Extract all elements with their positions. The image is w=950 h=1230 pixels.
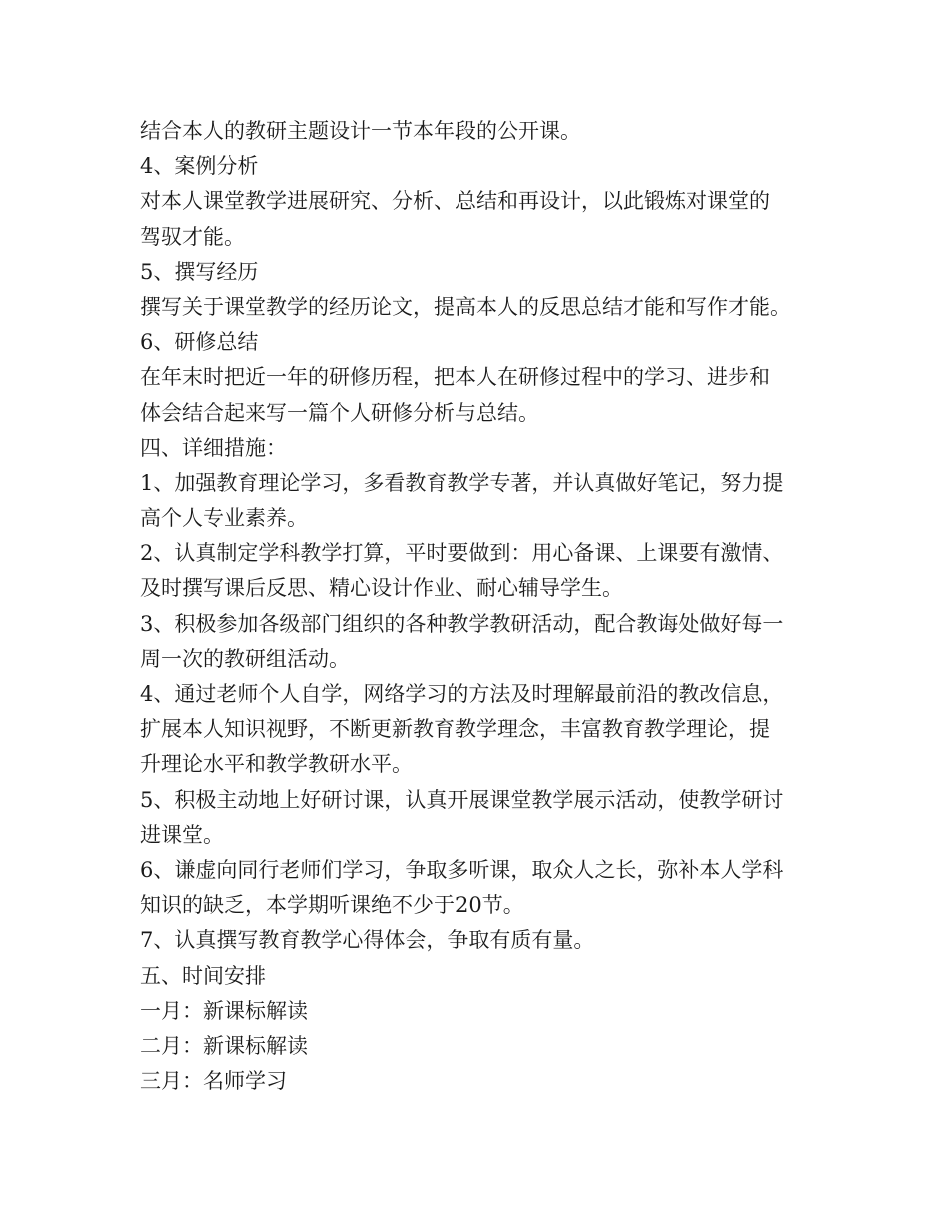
schedule-item: 一月：新课标解读 (140, 998, 308, 1023)
section-heading: 6、研修总结 (140, 330, 259, 355)
text-line: 对本人课堂教学进展研究、分析、总结和再设计，以此锻炼对课堂的 (140, 189, 770, 214)
schedule-item: 三月：名师学习 (140, 1069, 287, 1094)
text-line: 驾驭才能。 (140, 224, 245, 249)
text-line: 升理论水平和教学教研水平。 (140, 752, 413, 777)
text-line: 高个人专业素养。 (140, 506, 308, 531)
text-line: 5、积极主动地上好研讨课，认真开展课堂教学展示活动，使教学研讨 (140, 787, 784, 812)
text-line: 4、通过老师个人自学，网络学习的方法及时理解最前沿的教改信息， (140, 682, 784, 706)
text-line: 6、谦虚向同行老师们学习，争取多听课，取众人之长，弥补本人学科 (140, 857, 784, 882)
text-line: 扩展本人知识视野，不断更新教育教学理念，丰富教育教学理论，提 (140, 717, 770, 742)
text-line: 及时撰写课后反思、精心设计作业、耐心辅导学生。 (140, 576, 623, 601)
schedule-item: 二月：新课标解读 (140, 1033, 308, 1058)
text-line: 知识的缺乏，本学期听课绝不少于20节。 (140, 893, 524, 918)
section-heading: 4、案例分析 (140, 154, 259, 179)
document-body (140, 114, 812, 1099)
text-line: 1、加强教育理论学习，多看教育教学专著，并认真做好笔记，努力提 (140, 470, 784, 495)
text-line: 7、认真撰写教育教学心得体会，争取有质有量。 (140, 928, 595, 953)
text-line: 2、认真制定学科教学打算，平时要做到：用心备课、上课要有激情、 (140, 541, 784, 566)
text-line: 进课堂。 (140, 822, 224, 847)
section-heading: 五、时间安排 (140, 963, 266, 988)
text-line: 在年末时把近一年的研修历程，把本人在研修过程中的学习、进步和 (140, 365, 770, 390)
text-line: 体会结合起来写一篇个人研修分析与总结。 (140, 400, 539, 425)
text-line: 结合本人的教研主题设计一节本年段的公开课。 (140, 119, 581, 143)
text-line: 撰写关于课堂教学的经历论文，提高本人的反思总结才能和写作才能。 (140, 294, 791, 319)
text-line: 3、积极参加各级部门组织的各种教学教研活动，配合教诲处做好每一 (140, 611, 784, 636)
section-heading: 5、撰写经历 (140, 259, 259, 284)
text-line: 周一次的教研组活动。 (140, 646, 350, 671)
section-heading: 四、详细措施： (140, 435, 287, 460)
